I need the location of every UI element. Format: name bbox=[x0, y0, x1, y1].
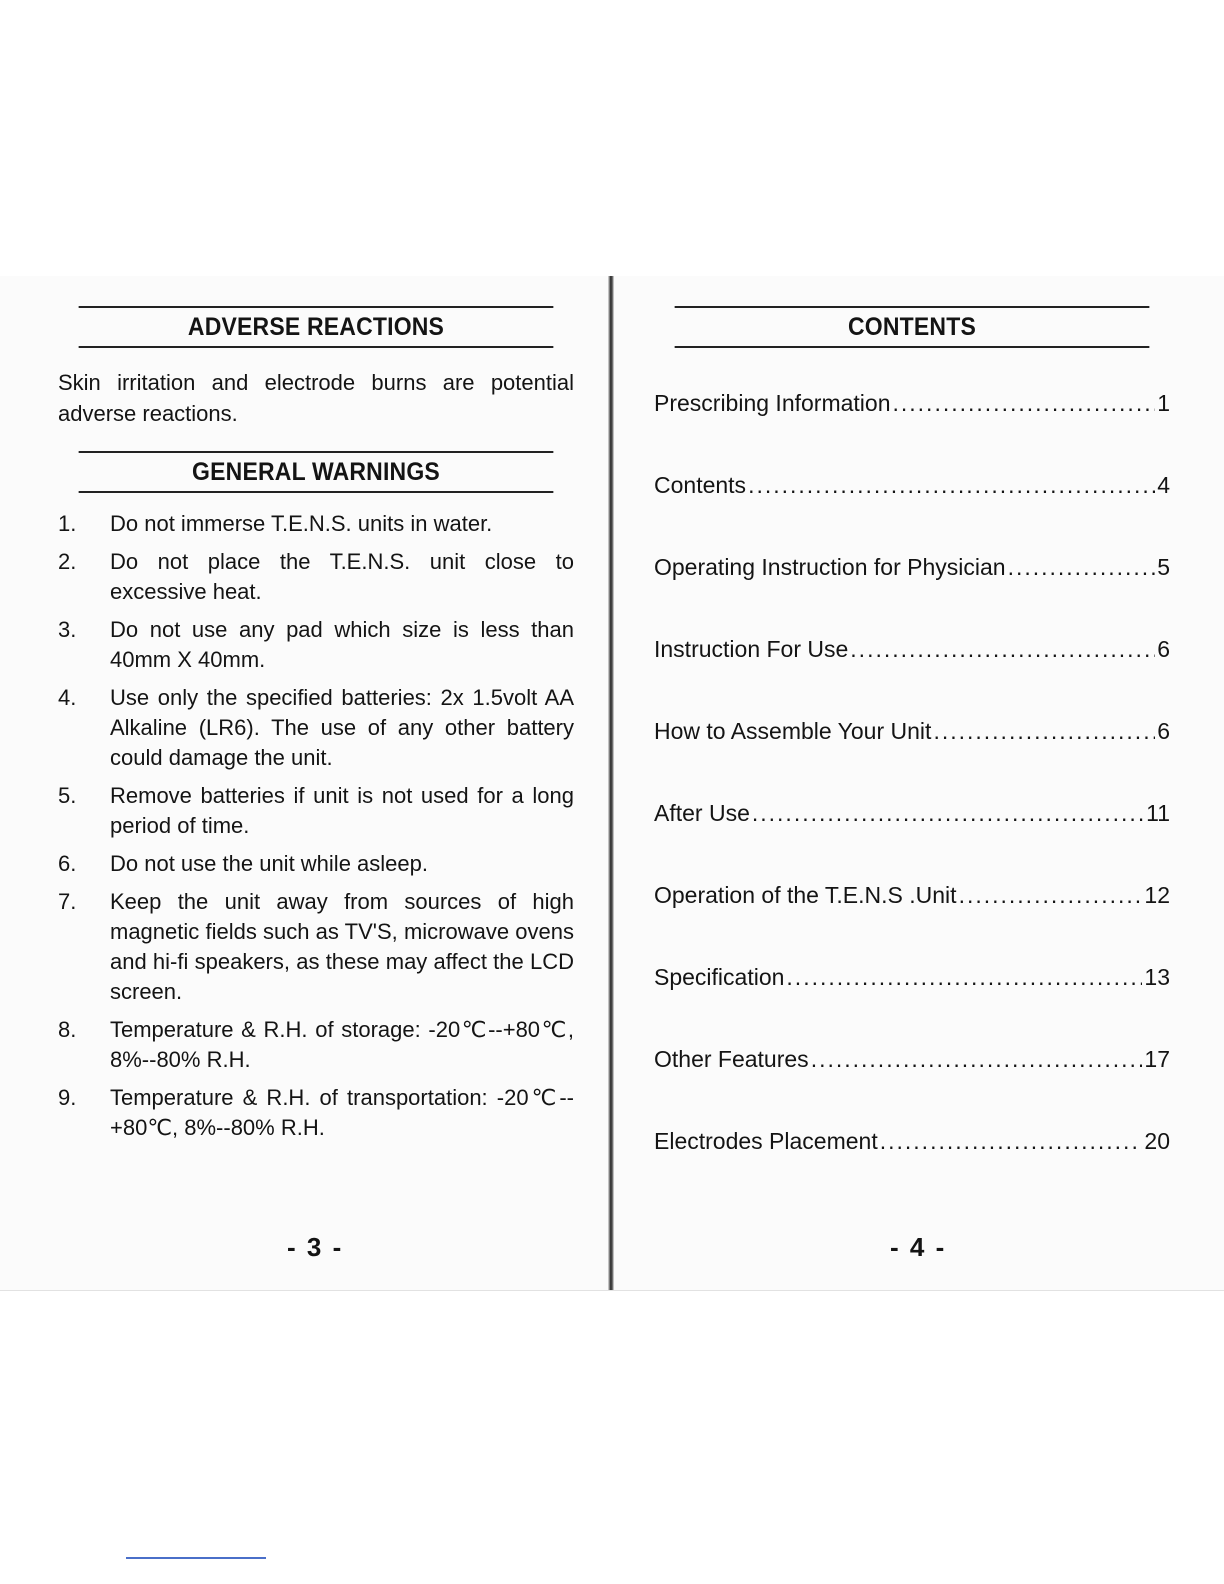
warning-text: Temperature & R.H. of storage: -20℃--+80℃, 8%--80% R.H. bbox=[110, 1017, 574, 1072]
toc-entry-page: 11 bbox=[1146, 800, 1170, 826]
warning-text: Keep the unit away from sources of high magnetic fields such as TV'S, microwave ovens and hi-fi speakers, as these may affect the LCD screen. bbox=[110, 889, 574, 1004]
toc-entry-title: Contents bbox=[654, 472, 747, 498]
adverse-reactions-text: Skin irritation and electrode burns are potential adverse reactions. bbox=[58, 370, 574, 426]
page-number-right: - 4 - bbox=[890, 1232, 947, 1262]
left-page bbox=[58, 306, 574, 1151]
toc-dot-leader bbox=[811, 1044, 1143, 1074]
right-page bbox=[654, 306, 1170, 1208]
toc-entry bbox=[654, 552, 1170, 634]
warning-item bbox=[58, 781, 574, 841]
toc-entry-page: 5 bbox=[1157, 554, 1170, 580]
warning-item bbox=[58, 615, 574, 675]
toc-entry-page: 12 bbox=[1144, 882, 1170, 908]
warning-item bbox=[58, 887, 574, 1007]
warning-number: 5. bbox=[58, 783, 77, 808]
toc-dot-leader bbox=[959, 880, 1143, 910]
toc-dot-leader bbox=[933, 716, 1155, 746]
toc-entry-page: 6 bbox=[1157, 718, 1170, 744]
warning-text: Do not use the unit while asleep. bbox=[110, 851, 428, 876]
toc-dot-leader bbox=[752, 798, 1144, 828]
warning-number: 9. bbox=[58, 1085, 77, 1110]
toc-entry-page: 6 bbox=[1157, 636, 1170, 662]
toc-entry-title: Prescribing Information bbox=[654, 390, 891, 416]
toc-entry bbox=[654, 962, 1170, 1044]
warning-number: 6. bbox=[58, 851, 77, 876]
toc-entry bbox=[654, 1126, 1170, 1208]
adverse-reactions-heading: ADVERSE REACTIONS bbox=[79, 306, 554, 348]
toc-dot-leader bbox=[748, 470, 1155, 500]
toc-entry-title: Operation of the T.E.N.S .Unit bbox=[654, 882, 957, 908]
toc-entry-page: 13 bbox=[1144, 964, 1170, 990]
toc-entry bbox=[654, 716, 1170, 798]
toc-entry bbox=[654, 470, 1170, 552]
toc-entry-title: Instruction For Use bbox=[654, 636, 849, 662]
warning-number: 2. bbox=[58, 549, 77, 574]
warning-item bbox=[58, 849, 574, 879]
warning-text: Do not immerse T.E.N.S. units in water. bbox=[110, 511, 493, 536]
toc-entry-title: Other Features bbox=[654, 1046, 809, 1072]
warning-number: 1. bbox=[58, 511, 77, 536]
warning-item bbox=[58, 683, 574, 773]
table-of-contents bbox=[654, 388, 1170, 1208]
toc-entry-title: Operating Instruction for Physician bbox=[654, 554, 1006, 580]
warning-item bbox=[58, 509, 574, 539]
toc-entry-title: Specification bbox=[654, 964, 785, 990]
warning-text: Temperature & R.H. of transportation: -20℃--+80℃, 8%--80% R.H. bbox=[110, 1085, 574, 1140]
toc-entry-page: 17 bbox=[1144, 1046, 1170, 1072]
toc-entry bbox=[654, 1044, 1170, 1126]
toc-dot-leader bbox=[1008, 552, 1156, 582]
warning-text: Remove batteries if unit is not used for a long period of time. bbox=[110, 783, 574, 838]
toc-entry-title: How to Assemble Your Unit bbox=[654, 718, 932, 744]
warning-number: 4. bbox=[58, 685, 77, 710]
toc-entry-page: 20 bbox=[1144, 1128, 1170, 1154]
toc-dot-leader bbox=[880, 1126, 1143, 1156]
toc-dot-leader bbox=[786, 962, 1142, 992]
toc-entry bbox=[654, 880, 1170, 962]
toc-entry-title: After Use bbox=[654, 800, 750, 826]
warning-text: Use only the specified batteries: 2x 1.5volt AA Alkaline (LR6). The use of any other battery could damage the unit. bbox=[110, 685, 574, 770]
toc-entry bbox=[654, 634, 1170, 716]
warning-number: 3. bbox=[58, 617, 77, 642]
toc-entry-page: 4 bbox=[1157, 472, 1170, 498]
toc-entry-title: Electrodes Placement bbox=[654, 1128, 878, 1154]
toc-dot-leader bbox=[893, 388, 1156, 418]
warning-text: Do not use any pad which size is less than 40mm X 40mm. bbox=[110, 617, 574, 672]
toc-dot-leader bbox=[850, 634, 1155, 664]
contents-heading: CONTENTS bbox=[675, 306, 1150, 348]
warning-number: 8. bbox=[58, 1017, 77, 1042]
general-warnings-heading: GENERAL WARNINGS bbox=[79, 451, 554, 493]
page-number-left: - 3 - bbox=[287, 1232, 344, 1262]
warning-item bbox=[58, 1015, 574, 1075]
scan-artifact-line bbox=[126, 1557, 266, 1559]
warning-item bbox=[58, 547, 574, 607]
warning-item bbox=[58, 1083, 574, 1143]
toc-entry bbox=[654, 798, 1170, 880]
warnings-list bbox=[58, 509, 574, 1143]
book-spine bbox=[608, 276, 614, 1290]
toc-entry-page: 1 bbox=[1157, 390, 1170, 416]
warning-text: Do not place the T.E.N.S. unit close to excessive heat. bbox=[110, 549, 574, 604]
toc-entry bbox=[654, 388, 1170, 470]
warning-number: 7. bbox=[58, 889, 77, 914]
